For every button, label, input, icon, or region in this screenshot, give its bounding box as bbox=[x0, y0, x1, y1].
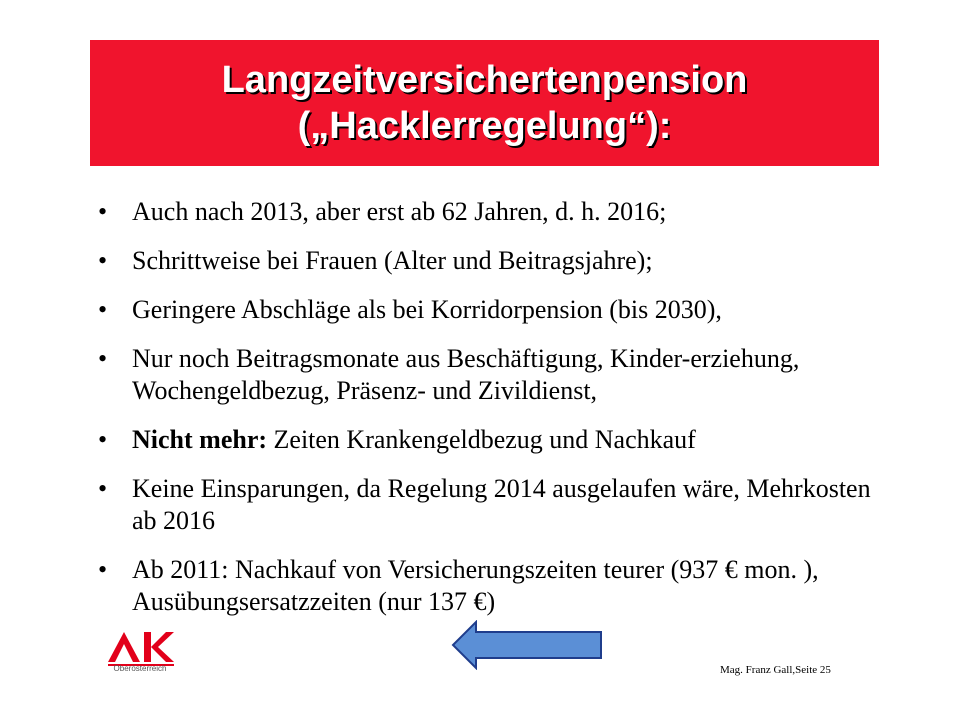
bullet-marker: • bbox=[98, 344, 108, 373]
bullet-list bbox=[98, 196, 888, 635]
bullet-text: Geringere Abschläge als bei Korridorpension (bis 2030), bbox=[132, 295, 722, 324]
bullet-item bbox=[98, 424, 888, 456]
bullet-item bbox=[98, 343, 888, 407]
bullet-bold-label: Nicht mehr: bbox=[132, 425, 268, 454]
bullet-marker: • bbox=[98, 197, 108, 226]
back-arrow-icon[interactable] bbox=[450, 620, 604, 670]
bullet-marker: • bbox=[98, 295, 108, 324]
slide-title: Langzeitversichertenpension bbox=[221, 59, 748, 101]
bullet-marker: • bbox=[98, 474, 108, 503]
bullet-item bbox=[98, 245, 888, 277]
bullet-item bbox=[98, 196, 888, 228]
logo-subtitle: Oberösterreich bbox=[113, 664, 167, 673]
bullet-text: Keine Einsparungen, da Regelung 2014 ausgelaufen wäre, Mehrkosten ab 2016 bbox=[132, 474, 871, 535]
bullet-item bbox=[98, 294, 888, 326]
bullet-marker: • bbox=[98, 425, 108, 454]
bullet-text-rest: Zeiten Krankengeldbezug und Nachkauf bbox=[267, 425, 696, 454]
bullet-text: Ab 2011: Nachkauf von Versicherungszeiten teurer (937 € mon. ), Ausübungsersatzzeiten (nur 137 €) bbox=[132, 555, 819, 616]
title-banner bbox=[90, 40, 879, 166]
bullet-item bbox=[98, 554, 888, 618]
bullet-text: Nur noch Beitragsmonate aus Beschäftigung, Kinder-erziehung, Wochengeldbezug, Präsenz- und Zivildienst, bbox=[132, 344, 800, 405]
bullet-marker: • bbox=[98, 555, 108, 584]
bullet-text bbox=[132, 424, 888, 456]
bullet-marker: • bbox=[98, 246, 108, 275]
bullet-text: Auch nach 2013, aber erst ab 62 Jahren, d. h. 2016; bbox=[132, 197, 667, 226]
footer-page-info: Mag. Franz Gall,Seite 25 bbox=[720, 664, 831, 676]
bullet-item bbox=[98, 473, 888, 537]
slide-subtitle: („Hacklerregelung“): bbox=[297, 105, 672, 147]
bullet-text: Schrittweise bei Frauen (Alter und Beitragsjahre); bbox=[132, 246, 653, 275]
